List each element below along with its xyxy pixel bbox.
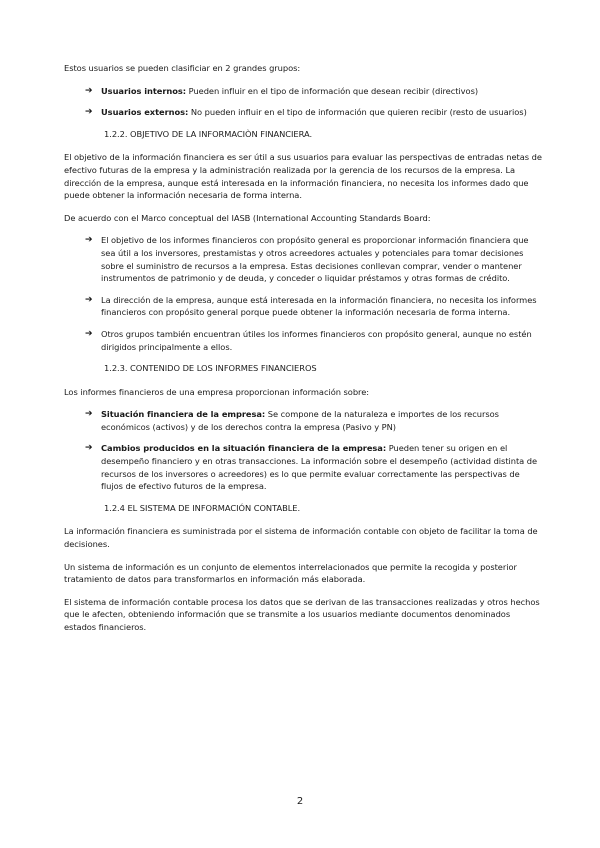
arrow-bullet-icon: ➔ bbox=[85, 328, 93, 339]
intro-paragraph: Estos usuarios se pueden clasificiar en 2 grandes grupos: bbox=[64, 63, 301, 73]
item-text: No pueden influir en el tipo de información que quieren recibir (resto de usuarios) bbox=[188, 107, 527, 118]
item-label: Usuarios internos: bbox=[101, 85, 187, 96]
contenido-paragraph: Los informes financieros de una empresa proporcionan información sobre: bbox=[64, 386, 370, 397]
section-heading-1-2-3: 1.2.3. CONTENIDO DE LOS INFORMES FINANCIEROS bbox=[104, 363, 317, 374]
arrow-bullet-icon: ➔ bbox=[85, 235, 93, 246]
item-text: Se compone de la naturaleza e importes de los recursos económicos (activos) y de los derechos contra la empresa (Pasivo y PN) bbox=[101, 409, 499, 432]
iasb-paragraph: De acuerdo con el Marco conceptual del IASB (International Accounting Standards Board: bbox=[64, 212, 431, 223]
sistema-paragraph-2: Un sistema de información es un conjunto de elementos interrelacionados que permite la recogida y posterior tratamiento de datos para transformarlos en información más elaborada. bbox=[64, 561, 517, 585]
item-text: Pueden influir en el tipo de información que desean recibir (directivos) bbox=[186, 85, 479, 96]
list-item bbox=[85, 442, 542, 492]
page-number: 2 bbox=[296, 796, 304, 807]
item-text: Otros grupos también encuentran útiles los informes financieros con propósito general, aunque no estén dirigidos principalmente a ellos. bbox=[101, 328, 532, 352]
list-item bbox=[85, 294, 542, 319]
sistema-paragraph-1: La información financiera es suministrada por el sistema de información contable con objeto de facilitar la toma de decisiones. bbox=[64, 526, 538, 550]
page-body bbox=[64, 62, 542, 644]
item-text: Pueden tener su origen en el desempeño financiero y en otras transacciones. La información sobre el desempeño (actividad distinta de recursos de los inversores o acreedores) es lo que permite evaluar correctamente las perspectivas de flujos de efectivo futuros de la empresa. bbox=[101, 443, 538, 492]
arrow-bullet-icon: ➔ bbox=[85, 294, 93, 305]
list-item bbox=[85, 234, 542, 284]
user-groups-list bbox=[64, 85, 542, 119]
sistema-paragraph-3: El sistema de información contable procesa los datos que se derivan de las transacciones realizadas y otros hechos que le afecten, obteniendo información que se transmite a los usuarios mediante documentos denominados estados financieros. bbox=[64, 596, 540, 632]
list-item bbox=[85, 408, 542, 433]
item-text: El objetivo de los informes financieros con propósito general es proporcionar información financiera que sea útil a los inversores, prestamistas y otros acreedores actuales y potenciales para tomar decisiones sobre el suministro de recursos a la empresa. Estas decisiones conllevan comprar, vender o mantener instrumentos de patrimonio y de deuda, y conceder o liquidar préstamos y otras formas de crédito. bbox=[101, 235, 529, 284]
section-heading-1-2-2: 1.2.2. OBJETIVO DE LA INFORMACIÒN FINANCIERA. bbox=[104, 128, 313, 139]
item-label: Cambios producidos en la situación financiera de la empresa: bbox=[101, 443, 387, 454]
arrow-bullet-icon: ➔ bbox=[85, 85, 93, 96]
list-item bbox=[85, 106, 542, 119]
contenido-list bbox=[64, 408, 542, 493]
iasb-list bbox=[64, 234, 542, 353]
item-label: Usuarios externos: bbox=[101, 107, 189, 118]
arrow-bullet-icon: ➔ bbox=[85, 409, 93, 420]
item-text: La dirección de la empresa, aunque está interesada en la información financiera, no necesita los informes financieros con propósito general porque puede obtener la información necesaria de forma interna. bbox=[101, 294, 537, 318]
list-item bbox=[85, 328, 542, 353]
arrow-bullet-icon: ➔ bbox=[85, 443, 93, 454]
section-heading-1-2-4: 1.2.4 EL SISTEMA DE INFORMACIÓN CONTABLE. bbox=[104, 502, 301, 513]
list-item bbox=[85, 85, 542, 98]
item-label: Situación financiera de la empresa: bbox=[101, 409, 266, 420]
objetivo-paragraph: El objetivo de la información financiera es ser útil a sus usuarios para evaluar las perspectivas de entradas netas de efectivo futuras de la empresa y la administración realizada por la gerencia de los recursos de la empresa. La dirección de la empresa, aunque está interesada en la información financiera, no necesita los informes dado que puede obtener la información necesaria de forma interna. bbox=[64, 152, 542, 201]
arrow-bullet-icon: ➔ bbox=[85, 107, 93, 118]
